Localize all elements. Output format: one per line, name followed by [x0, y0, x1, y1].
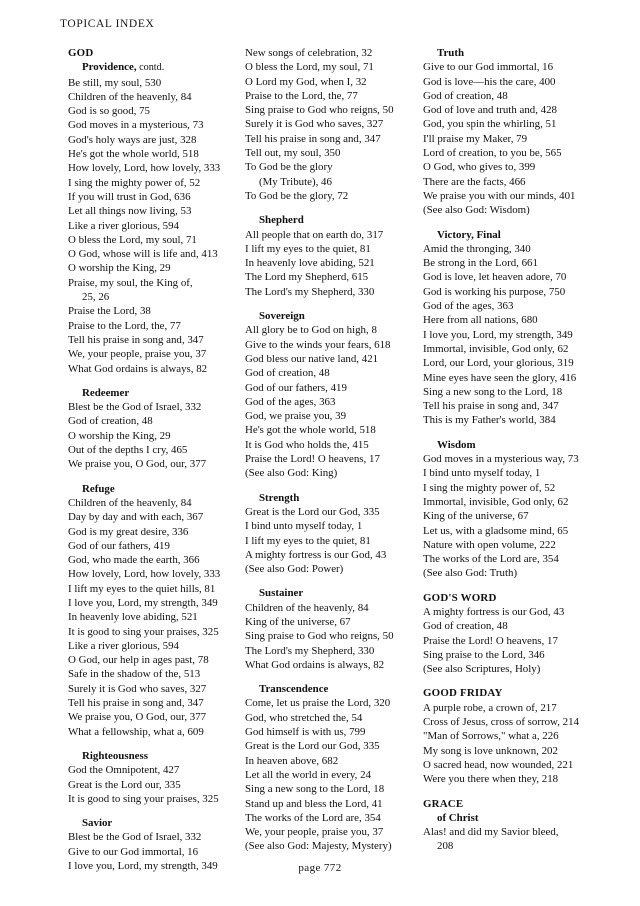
index-entry: Blest be the God of Israel, 332 — [68, 401, 202, 414]
index-entry: King of the universe, 67 — [245, 615, 351, 628]
index-entry: There are the facts, 466 — [423, 175, 526, 188]
index-block — [423, 686, 620, 786]
index-entry: If you will trust in God, 636 — [68, 190, 191, 203]
index-sub-heading — [82, 482, 245, 496]
index-entry: Come, let us praise the Lord, 320 — [245, 697, 391, 710]
index-sub-heading — [82, 60, 245, 75]
index-entry: God, we praise you, 39 — [245, 410, 347, 423]
index-entry: What God ordains is always, 82 — [245, 658, 385, 671]
index-entry: Cross of Jesus, cross of sorrow, 214 — [423, 716, 579, 729]
index-entry: Let us, with a gladsome mind, 65 — [423, 524, 569, 537]
index-entry: This is my Father's world, 384 — [423, 414, 556, 427]
index-entry: Surely it is God who saves, 327 — [68, 682, 207, 695]
index-entry: O worship the King, 29 — [68, 262, 171, 275]
index-block — [423, 797, 620, 854]
index-sub-heading-label: Transcendence — [259, 683, 329, 696]
index-entry: I'll praise my Maker, 79 — [423, 132, 528, 145]
index-entry: I lift my eyes to the quiet, 81 — [245, 534, 371, 547]
index-entry: God of creation, 48 — [423, 620, 508, 633]
index-entry: All people that on earth do, 317 — [245, 228, 384, 241]
index-entry: God himself is with us, 799 — [245, 726, 366, 739]
index-sub-heading-label: Righteousness — [82, 749, 148, 762]
index-entry: Praise the Lord! O heavens, 17 — [245, 453, 380, 466]
index-entry: To God be the glory, 72 — [245, 189, 349, 202]
index-entry: The works of the Lord are, 354 — [245, 811, 381, 824]
index-entry: Give to our God immortal, 16 — [68, 845, 199, 858]
index-entry: I sing the mighty power of, 52 — [68, 176, 201, 189]
index-entry: The works of the Lord are, 354 — [423, 553, 559, 566]
index-entry: (See also God: Wisdom) — [423, 204, 530, 217]
index-entry: What a fellowship, what a, 609 — [68, 725, 204, 738]
index-entry: It is God who holds the, 415 — [245, 438, 369, 451]
index-sub-heading-label: Redeemer — [82, 386, 130, 399]
page-footer: page 772 — [298, 862, 342, 874]
index-entry: O God, whose will is life and, 413 — [68, 248, 218, 261]
index-entry: We, your people, praise you, 37 — [68, 348, 207, 361]
index-entry: O God, our help in ages past, 78 — [68, 654, 209, 667]
index-entry: O bless the Lord, my soul, 71 — [68, 233, 197, 246]
index-entry: All glory be to God on high, 8 — [245, 324, 377, 337]
index-entry: Amid the thronging, 340 — [423, 242, 531, 255]
index-entry: I bind unto myself today, 1 — [245, 520, 363, 533]
index-entry: King of the universe, 67 — [423, 510, 529, 523]
index-entry: Alas! and did my Savior bleed, — [423, 826, 559, 839]
index-entry: God of creation, 48 — [245, 367, 330, 380]
index-sub-heading — [437, 811, 620, 825]
index-entry: Tell out, my soul, 350 — [245, 147, 341, 160]
index-sub-heading — [259, 491, 423, 505]
index-entry: Lord, our Lord, your glorious, 319 — [423, 357, 574, 370]
index-entry: God of creation, 48 — [68, 415, 153, 428]
index-entry: Mine eyes have seen the glory, 416 — [423, 371, 577, 384]
index-entry: Tell his praise in song and, 347 — [68, 333, 204, 346]
index-sub-heading — [82, 749, 245, 763]
index-block — [68, 482, 245, 739]
index-main-heading: GRACE — [423, 797, 464, 810]
index-entry: God moves in a mysterious way, 73 — [423, 453, 579, 466]
index-entry: In heavenly love abiding, 521 — [245, 257, 375, 270]
index-block — [245, 682, 423, 854]
index-main-heading: GOD'S WORD — [423, 591, 497, 604]
index-entry: Out of the depths I cry, 465 — [68, 444, 188, 457]
index-entry: O sacred head, now wounded, 221 — [423, 758, 574, 771]
index-entry: God of creation, 48 — [423, 89, 508, 102]
index-sub-heading-label: Wisdom — [437, 438, 476, 451]
index-entry: Praise to the Lord, the, 77 — [68, 319, 181, 332]
index-entry: My song is love unknown, 202 — [423, 744, 558, 757]
index-entry: Sing a new song to the Lord, 18 — [245, 783, 385, 796]
index-entry: Lord of creation, to you be, 565 — [423, 147, 562, 160]
index-sub-heading-note: contd. — [136, 62, 165, 74]
index-entry: God, who stretched the, 54 — [245, 711, 363, 724]
index-entry: Stand up and bless the Lord, 41 — [245, 797, 383, 810]
index-sub-heading — [437, 438, 620, 452]
index-entry: Tell his praise in song and, 347 — [423, 400, 559, 413]
index-entry: I sing the mighty power of, 52 — [423, 481, 556, 494]
index-entry: Praise, my soul, the King of, — [68, 276, 193, 289]
index-entry: (See also God: Truth) — [423, 567, 518, 580]
index-entry: God is working his purpose, 750 — [423, 285, 566, 298]
index-entry: We praise you, O God, our, 377 — [68, 711, 207, 724]
index-entry: A purple robe, a crown of, 217 — [423, 701, 557, 714]
index-entry: God's holy ways are just, 328 — [68, 133, 197, 146]
index-entry: We praise you, O God, our, 377 — [68, 458, 207, 471]
index-block — [423, 438, 620, 581]
index-entry: A mighty fortress is our God, 43 — [245, 548, 387, 561]
index-entry: Great is the Lord our God, 335 — [245, 740, 380, 753]
index-main-heading: GOOD FRIDAY — [423, 687, 503, 700]
index-entry: Tell his praise in song and, 347 — [245, 132, 381, 145]
index-sub-heading-label: Victory, Final — [437, 228, 501, 241]
index-sub-heading-label: Refuge — [82, 482, 115, 495]
index-entry: Sing praise to God who reigns, 50 — [245, 630, 394, 643]
index-main-heading: GOD — [68, 47, 94, 59]
index-entry: God, you spin the whirling, 51 — [423, 118, 557, 131]
index-entry: Great is the Lord our, 335 — [68, 778, 181, 791]
index-entry: He's got the whole world, 518 — [68, 148, 199, 161]
index-entry: O worship the King, 29 — [68, 429, 171, 442]
index-entry: 25, 26 — [82, 291, 110, 304]
index-entry: In heaven above, 682 — [245, 754, 339, 767]
index-entry: Children of the heavenly, 84 — [245, 601, 369, 614]
index-block — [68, 749, 245, 806]
running-head: TOPICAL INDEX — [60, 18, 155, 30]
index-sub-heading-label: Strength — [259, 491, 300, 504]
index-entry: How lovely, Lord, how lovely, 333 — [68, 162, 221, 175]
index-column-2 — [245, 46, 423, 873]
index-entry: I lift my eyes to the quiet hills, 81 — [68, 582, 216, 595]
index-entry: It is good to sing your praises, 325 — [68, 625, 219, 638]
index-entry: Were you there when they, 218 — [423, 773, 559, 786]
index-entry: Be still, my soul, 530 — [68, 76, 162, 89]
index-entry: He's got the whole world, 518 — [245, 424, 376, 437]
index-entry: Give to the winds your fears, 618 — [245, 338, 391, 351]
index-entry: God bless our native land, 421 — [245, 352, 379, 365]
index-entry: Nature with open volume, 222 — [423, 538, 556, 551]
index-column-3 — [423, 46, 620, 873]
index-entry: God moves in a mysterious, 73 — [68, 119, 204, 132]
index-entry: God, who made the earth, 366 — [68, 554, 200, 567]
index-entry: We, your people, praise you, 37 — [245, 826, 384, 839]
index-entry: Children of the heavenly, 84 — [68, 90, 192, 103]
index-entry: Day by day and with each, 367 — [68, 511, 204, 524]
index-sub-heading-label: of Christ — [437, 811, 479, 824]
index-entry: God is so good, 75 — [68, 105, 150, 118]
index-block — [423, 46, 620, 218]
index-entry: God of our fathers, 419 — [68, 539, 170, 552]
index-sub-heading-label: Truth — [437, 47, 465, 59]
index-sub-heading — [82, 386, 245, 400]
index-entry: Praise the Lord, 38 — [68, 305, 151, 318]
index-entry: (See also God: Majesty, Mystery) — [245, 840, 392, 853]
index-entry: Immortal, invisible, God only, 62 — [423, 495, 569, 508]
index-entry: I love you, Lord, my strength, 349 — [68, 596, 218, 609]
index-columns — [68, 46, 620, 873]
index-entry: God of love and truth and, 428 — [423, 104, 557, 117]
index-block — [245, 46, 423, 203]
index-entry: Surely it is God who saves, 327 — [245, 118, 384, 131]
index-entry: Sing praise to God who reigns, 50 — [245, 104, 394, 117]
index-entry: God of the ages, 363 — [423, 300, 514, 313]
index-entry: Praise the Lord! O heavens, 17 — [423, 634, 558, 647]
index-entry: O bless the Lord, my soul, 71 — [245, 61, 374, 74]
index-sub-heading — [259, 309, 423, 323]
index-block — [423, 228, 620, 428]
index-entry: 208 — [437, 840, 454, 853]
index-sub-heading — [259, 213, 423, 227]
index-sub-heading — [259, 682, 423, 696]
index-entry: Let all things now living, 53 — [68, 205, 192, 218]
index-entry: The Lord's my Shepherd, 330 — [245, 285, 375, 298]
index-entry: Blest be the God of Israel, 332 — [68, 831, 202, 844]
index-entry: Give to our God immortal, 16 — [423, 61, 554, 74]
index-entry: Immortal, invisible, God only, 62 — [423, 342, 569, 355]
index-entry: What God ordains is always, 82 — [68, 362, 208, 375]
index-entry: (See also God: King) — [245, 467, 338, 480]
index-sub-heading — [437, 46, 620, 60]
index-entry: Great is the Lord our God, 335 — [245, 505, 380, 518]
index-entry: God of the ages, 363 — [245, 395, 336, 408]
index-block — [68, 46, 245, 376]
index-entry: In heavenly love abiding, 521 — [68, 611, 198, 624]
index-sub-heading-label: Sovereign — [259, 310, 305, 323]
index-entry: Let all the world in every, 24 — [245, 768, 372, 781]
index-sub-heading — [437, 228, 620, 242]
index-entry: Tell his praise in song and, 347 — [68, 697, 204, 710]
index-block — [68, 386, 245, 472]
index-block — [245, 309, 423, 481]
index-entry: God is love, let heaven adore, 70 — [423, 271, 567, 284]
index-column-1 — [68, 46, 245, 873]
index-entry: The Lord my Shepherd, 615 — [245, 271, 369, 284]
index-entry: Be strong in the Lord, 661 — [423, 257, 538, 270]
index-sub-heading — [82, 816, 245, 830]
index-entry: Sing praise to the Lord, 346 — [423, 648, 545, 661]
index-block — [245, 213, 423, 299]
index-block — [423, 591, 620, 677]
index-entry: I bind unto myself today, 1 — [423, 467, 541, 480]
index-sub-heading-label: Sustainer — [259, 587, 304, 600]
index-entry: "Man of Sorrows," what a, 226 — [423, 730, 559, 743]
index-entry: Here from all nations, 680 — [423, 314, 538, 327]
index-entry: Like a river glorious, 594 — [68, 639, 179, 652]
index-entry: Praise to the Lord, the, 77 — [245, 89, 358, 102]
index-entry: Children of the heavenly, 84 — [68, 496, 192, 509]
index-entry: I love you, Lord, my strength, 349 — [68, 860, 218, 873]
index-entry: God of our fathers, 419 — [245, 381, 347, 394]
index-entry: (See also Scriptures, Holy) — [423, 663, 541, 676]
index-entry: O God, who gives to, 399 — [423, 161, 536, 174]
index-entry: Like a river glorious, 594 — [68, 219, 179, 232]
index-entry: O Lord my God, when I, 32 — [245, 75, 367, 88]
index-block — [245, 491, 423, 577]
index-entry: New songs of celebration, 32 — [245, 47, 373, 59]
index-entry: It is good to sing your praises, 325 — [68, 792, 219, 805]
index-entry: God is my great desire, 336 — [68, 525, 189, 538]
index-sub-heading-label: Savior — [82, 817, 113, 830]
index-sub-heading-label: Providence, — [82, 61, 137, 74]
index-entry: To God be the glory — [245, 161, 333, 174]
index-entry: Sing a new song to the Lord, 18 — [423, 385, 563, 398]
index-entry: How lovely, Lord, how lovely, 333 — [68, 568, 221, 581]
index-entry: The Lord's my Shepherd, 330 — [245, 644, 375, 657]
index-entry: I lift my eyes to the quiet, 81 — [245, 242, 371, 255]
index-sub-heading — [259, 586, 423, 600]
index-entry: (See also God: Power) — [245, 563, 344, 576]
index-entry: A mighty fortress is our God, 43 — [423, 605, 565, 618]
index-block — [245, 586, 423, 672]
index-entry: I love you, Lord, my strength, 349 — [423, 328, 573, 341]
index-entry: We praise you with our minds, 401 — [423, 189, 576, 202]
index-entry: God the Omnipotent, 427 — [68, 764, 180, 777]
index-entry: (My Tribute), 46 — [259, 175, 332, 188]
index-entry: God is love—his the care, 400 — [423, 75, 556, 88]
index-sub-heading-label: Shepherd — [259, 214, 304, 227]
index-entry: Safe in the shadow of the, 513 — [68, 668, 201, 681]
